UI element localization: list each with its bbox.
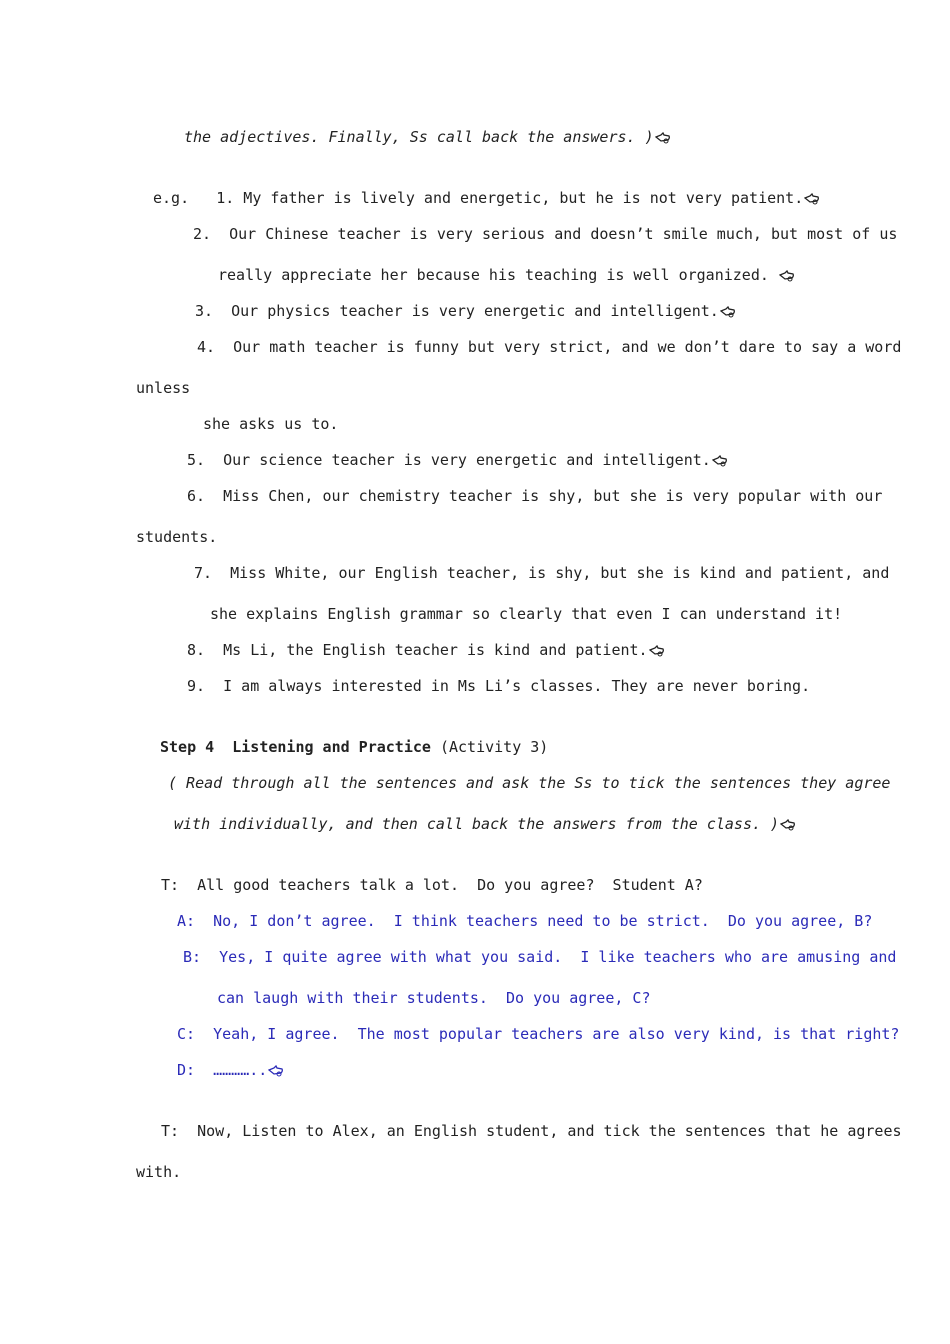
- example-7-line-2: she explains English grammar so clearly that even I can understand it!: [210, 605, 843, 623]
- example-4-line-3: she asks us to.: [203, 415, 339, 433]
- dialogue-b-line-1: B: Yes, I quite agree with what you said. I like teachers who are amusing and: [183, 948, 897, 966]
- dialogue-teacher-2-line-2: with.: [136, 1163, 182, 1181]
- dialogue-c: C: Yeah, I agree. The most popular teachers are also very kind, is that right?: [177, 1025, 900, 1043]
- dialogue-teacher-2-line-1: T: Now, Listen to Alex, an English student, and tick the sentences that he agrees: [161, 1122, 902, 1140]
- paragraph-mark-icon: [268, 1065, 284, 1077]
- dialogue-d: D: …………..: [177, 1060, 284, 1080]
- example-2-line-2: really appreciate her because his teaching is well organized.: [218, 265, 795, 285]
- paragraph-mark-icon: [712, 455, 728, 467]
- paragraph-mark-icon: [655, 132, 671, 144]
- step-activity: (Activity 3): [430, 738, 549, 756]
- example-1: e.g. 1. My father is lively and energetic, but he is not very patient.: [153, 188, 820, 208]
- dialogue-a: A: No, I don’t agree. I think teachers need to be strict. Do you agree, B?: [177, 912, 873, 930]
- paragraph-mark-icon: [780, 819, 796, 831]
- paragraph-mark-icon: [804, 193, 820, 205]
- example-8: 8. Ms Li, the English teacher is kind and patient.: [187, 640, 665, 660]
- step-heading: [160, 737, 548, 757]
- instructions-line-1: ( Read through all the sentences and ask the Ss to tick the sentences they agree: [168, 774, 891, 792]
- dialogue-b-line-2: can laugh with their students. Do you agree, C?: [217, 989, 651, 1007]
- dialogue-teacher-1: T: All good teachers talk a lot. Do you agree? Student A?: [161, 876, 703, 894]
- paragraph-mark-icon: [720, 306, 736, 318]
- example-9: 9. I am always interested in Ms Li’s classes. They are never boring.: [187, 677, 811, 695]
- instructions-line-2: with individually, and then call back the answers from the class. ): [174, 814, 796, 834]
- example-2-line-1: 2. Our Chinese teacher is very serious and doesn’t smile much, but most of us: [193, 225, 898, 243]
- example-3: 3. Our physics teacher is very energetic and intelligent.: [195, 301, 736, 321]
- step-title: Step 4 Listening and Practice: [160, 738, 431, 756]
- intro-line: the adjectives. Finally, Ss call back the answers. ): [184, 127, 671, 147]
- example-7-line-1: 7. Miss White, our English teacher, is shy, but she is kind and patient, and: [194, 564, 890, 582]
- example-6-line-1: 6. Miss Chen, our chemistry teacher is shy, but she is very popular with our: [187, 487, 883, 505]
- paragraph-mark-icon: [779, 270, 795, 282]
- paragraph-mark-icon: [649, 645, 665, 657]
- example-4-line-2: unless: [136, 379, 191, 397]
- example-6-line-2: students.: [136, 528, 218, 546]
- example-5: 5. Our science teacher is very energetic and intelligent.: [187, 450, 728, 470]
- example-4-line-1: 4. Our math teacher is funny but very strict, and we don’t dare to say a word: [197, 338, 902, 356]
